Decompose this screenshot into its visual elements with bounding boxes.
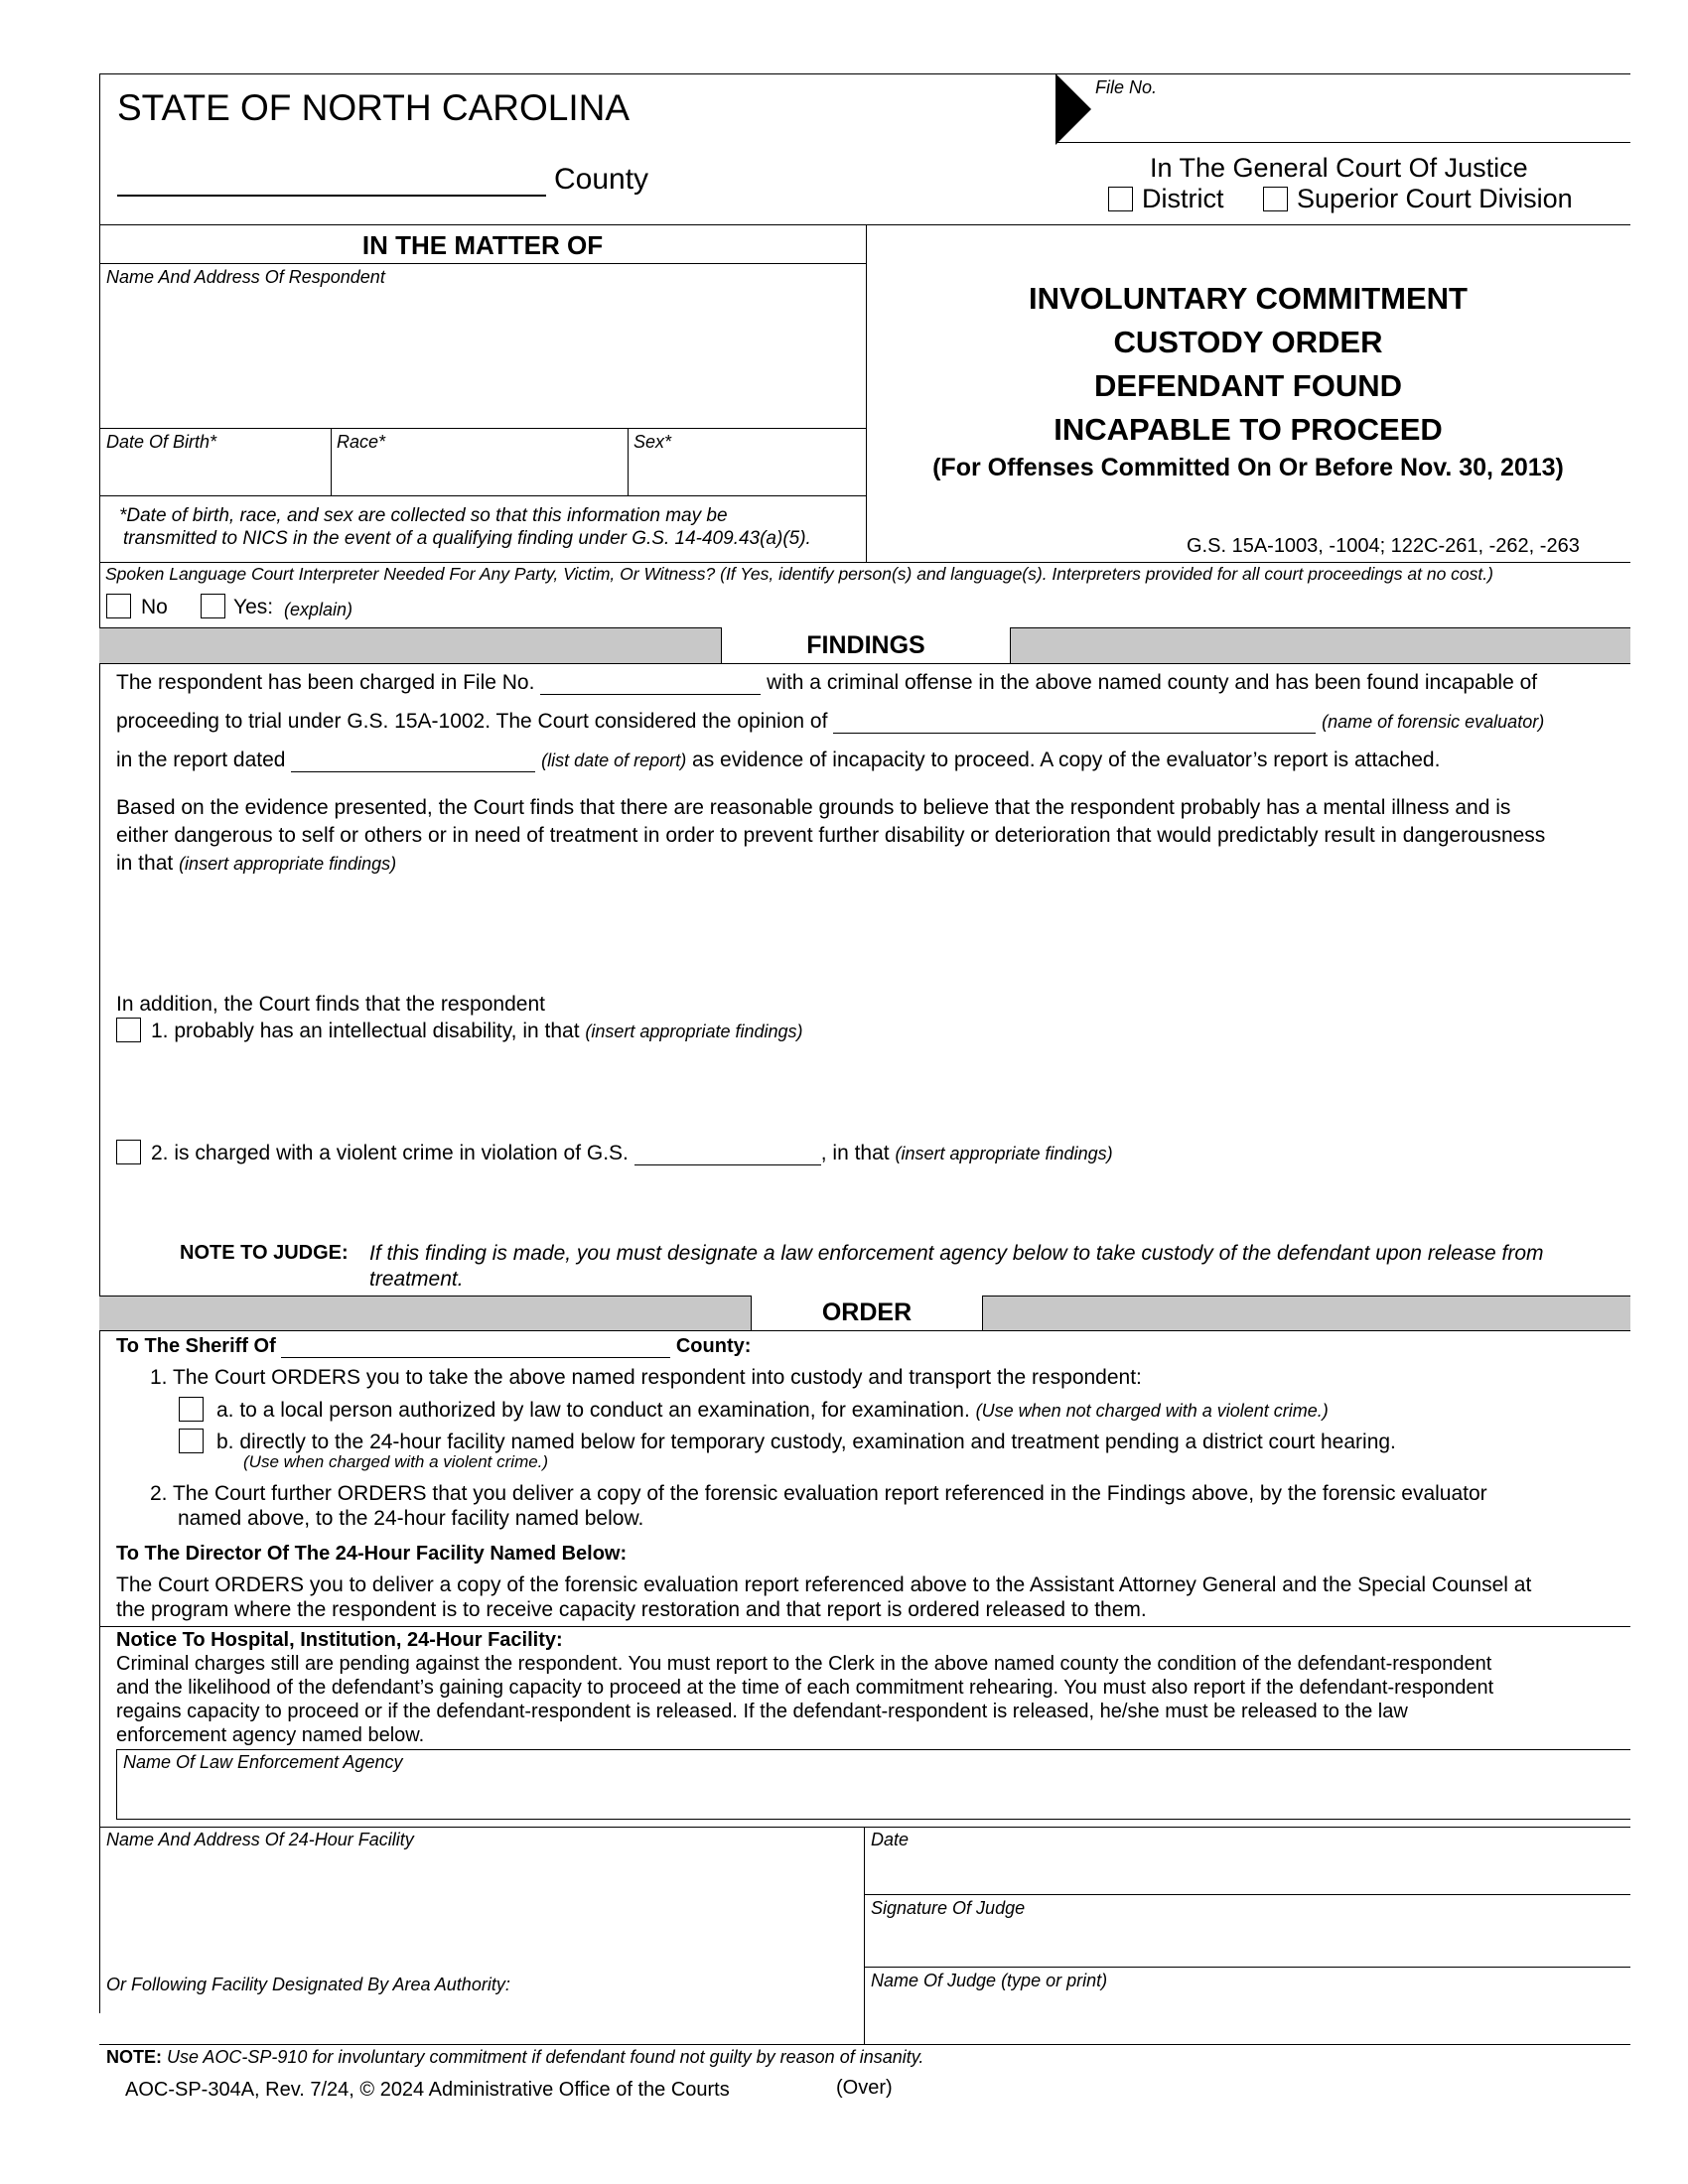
facility-label: Name And Address Of 24-Hour Facility	[106, 1830, 414, 1849]
note-to-judge-2: treatment.	[369, 1268, 464, 1291]
violent-crime-checkbox[interactable]	[116, 1140, 141, 1164]
order-option-b: b. directly to the 24-hour facility named below for temporary custody, examination and treatment pending a district court hearing.	[216, 1431, 1396, 1453]
findings-p4-1: Based on the evidence presented, the Court finds that there are reasonable grounds to believe that the respondent probably has a mental illness and is	[116, 796, 1511, 819]
notice-line-2: and the likelihood of the defendant’s gaining capacity to proceed at the time of each commitment rehearing. You must also report if the defendant-respondent	[116, 1677, 1494, 1699]
county-blank[interactable]	[117, 195, 546, 197]
interpreter-question: Spoken Language Court Interpreter Needed For Any Party, Victim, Or Witness? (If Yes, identify person(s) and language(s). Interpreters provided for all court proceedings at no cost.)	[105, 564, 1493, 584]
evaluator-hint: (name of forensic evaluator)	[1322, 712, 1545, 732]
interpreter-yes-label: Yes:	[233, 596, 274, 618]
order-option-a-checkbox[interactable]	[179, 1397, 204, 1422]
judge-name-field[interactable]	[868, 1993, 1627, 2041]
interpreter-yes-hint: (explain)	[284, 600, 353, 619]
director-line-1: The Court ORDERS you to deliver a copy of the forensic evaluation report referenced above to the Assistant Attorney General and the Special Counsel at	[116, 1573, 1532, 1596]
respondent-name-label: Name And Address Of Respondent	[106, 267, 385, 287]
findings-item-1-hint: (insert appropriate findings)	[585, 1022, 803, 1041]
race-field[interactable]	[335, 455, 625, 492]
findings-line-2	[116, 710, 1544, 734]
director-heading: To The Director Of The 24-Hour Facility Named Below:	[116, 1543, 628, 1565]
bottom-note-text: Use AOC-SP-910 for involuntary commitment if defendant found not guilty by reason of insanity.	[167, 2047, 924, 2067]
intellectual-disability-checkbox[interactable]	[116, 1018, 141, 1042]
sex-field[interactable]	[632, 455, 862, 492]
interpreter-yes-checkbox[interactable]	[201, 594, 225, 618]
sheriff-line	[116, 1335, 751, 1358]
statutes: G.S. 15A-1003, -1004; 122C-261, -262, -263	[1187, 535, 1580, 557]
form-id: AOC-SP-304A, Rev. 7/24, © 2024 Administrative Office of the Courts	[125, 2079, 730, 2101]
file-no-blank[interactable]	[540, 672, 761, 695]
order-item-1: 1. The Court ORDERS you to take the above named respondent into custody and transport the respondent:	[150, 1366, 1142, 1389]
mental-illness-findings-field[interactable]	[116, 882, 1625, 981]
sheriff-label: To The Sheriff Of	[116, 1335, 276, 1357]
findings-p3-a: in the report dated	[116, 749, 286, 771]
order-option-b-checkbox[interactable]	[179, 1429, 204, 1453]
state-name: STATE OF NORTH CAROLINA	[117, 87, 630, 128]
evaluator-blank[interactable]	[833, 711, 1316, 734]
bottom-note-label: NOTE:	[106, 2047, 162, 2067]
order-item-2-line-1: 2. The Court further ORDERS that you deliver a copy of the forensic evaluation report referenced in the Findings above, by the forensic evaluator	[150, 1482, 1487, 1505]
file-no-label: File No.	[1095, 77, 1158, 97]
agency-label: Name Of Law Enforcement Agency	[123, 1752, 403, 1772]
findings-p1-b: with a criminal offense in the above named county and has been found incapable of	[767, 671, 1538, 694]
findings-line-3	[116, 749, 1440, 772]
order-item-2-line-2: named above, to the 24-hour facility named below.	[178, 1507, 644, 1530]
superior-label: Superior Court Division	[1297, 184, 1573, 213]
form-title	[866, 277, 1630, 452]
bottom-note	[106, 2047, 923, 2068]
findings-paragraph-4	[116, 794, 1545, 878]
violent-crime-statute-blank[interactable]	[634, 1143, 821, 1165]
sex-label: Sex*	[633, 432, 672, 452]
order-option-b-hint: (Use when charged with a violent crime.)	[243, 1452, 549, 1471]
findings-line-1	[116, 671, 1537, 695]
findings-addition: In addition, the Court finds that the respondent	[116, 993, 545, 1016]
court-title: In The General Court Of Justice	[1150, 153, 1528, 183]
director-line-2: the program where the respondent is to receive capacity restoration and that report is ordered released to them.	[116, 1598, 1147, 1621]
notice-heading: Notice To Hospital, Institution, 24-Hour Facility:	[116, 1629, 563, 1651]
form-title-line-4: INCAPABLE TO PROCEED	[1054, 412, 1443, 447]
order-item-2	[150, 1481, 1487, 1531]
order-option-a-hint: (Use when not charged with a violent crime.)	[975, 1401, 1329, 1421]
findings-item-2-b: , in that	[820, 1142, 890, 1164]
note-to-judge-label: NOTE TO JUDGE:	[180, 1242, 349, 1264]
notice-line-4: enforcement agency named below.	[116, 1724, 425, 1746]
district-label: District	[1142, 184, 1224, 213]
note-to-judge-text	[369, 1241, 1544, 1293]
nics-footnote-1: *Date of birth, race, and sex are collected so that this information may be	[119, 505, 728, 526]
respondent-name-field[interactable]	[103, 293, 862, 424]
form-title-subtitle: (For Offenses Committed On Or Before Nov. 30, 2013)	[932, 454, 1564, 481]
matter-title: IN THE MATTER OF	[361, 230, 604, 260]
findings-item-2-line	[151, 1142, 1113, 1165]
signature-label: Signature Of Judge	[871, 1898, 1026, 1918]
file-no-field[interactable]	[1055, 142, 1630, 143]
findings-p1-a: The respondent has been charged in File No.	[116, 671, 535, 694]
findings-item-1: 1. probably has an intellectual disability, in that	[151, 1020, 580, 1042]
form-title-line-2: CUSTODY ORDER	[1113, 325, 1383, 359]
race-label: Race*	[337, 432, 386, 452]
law-enforcement-agency-field[interactable]	[120, 1777, 1627, 1817]
interpreter-no-checkbox[interactable]	[106, 594, 131, 618]
nics-footnote-2: transmitted to NICS in the event of a qualifying finding under G.S. 14-409.43(a)(5).	[123, 528, 811, 549]
dob-field[interactable]	[103, 455, 328, 492]
findings-title: FINDINGS	[721, 627, 1011, 663]
judge-name-label: Name Of Judge (type or print)	[871, 1971, 1108, 1990]
order-option-a-line	[216, 1399, 1329, 1423]
findings-item-1-line	[151, 1020, 803, 1043]
order-title: ORDER	[751, 1296, 983, 1330]
findings-item-2-a: 2. is charged with a violent crime in violation of G.S.	[151, 1142, 629, 1164]
form-title-line-3: DEFENDANT FOUND	[1094, 368, 1402, 403]
date-field[interactable]	[868, 1852, 1627, 1892]
sheriff-county-label: County:	[675, 1335, 752, 1357]
notice-line-3: regains capacity to proceed or if the defendant-respondent is released. If the defendant-respondent is released, he/she must be released to the law	[116, 1701, 1408, 1722]
findings-item-2-hint: (insert appropriate findings)	[895, 1144, 1113, 1163]
facility-field[interactable]	[103, 1854, 860, 1974]
findings-p2-a: proceeding to trial under G.S. 15A-1002. The Court considered the opinion of	[116, 710, 828, 733]
district-checkbox[interactable]	[1108, 187, 1133, 211]
judge-signature-field[interactable]	[868, 1921, 1627, 1965]
county-label: County	[554, 163, 649, 196]
order-option-a: a. to a local person authorized by law to conduct an examination, for examination.	[216, 1399, 970, 1422]
dob-label: Date Of Birth*	[106, 432, 217, 452]
interpreter-no-label: No	[141, 596, 168, 618]
date-label: Date	[871, 1830, 910, 1849]
findings-p4-3: in that	[116, 852, 174, 875]
superior-checkbox[interactable]	[1263, 187, 1288, 211]
form-title-line-1: INVOLUNTARY COMMITMENT	[1028, 281, 1468, 316]
notice-text	[116, 1652, 1493, 1747]
findings-p3-b: as evidence of incapacity to proceed. A copy of the evaluator’s report is attached.	[692, 749, 1441, 771]
intellectual-disability-findings-field[interactable]	[151, 1047, 1625, 1137]
file-no-arrow-icon	[1055, 73, 1093, 150]
report-date-hint: (list date of report)	[541, 751, 687, 770]
violent-crime-findings-field[interactable]	[151, 1169, 1625, 1237]
findings-p4-hint: (insert appropriate findings)	[179, 854, 397, 874]
findings-p4-2: either dangerous to self or others or in need of treatment in order to prevent further disability or deterioration that would predictably result in dangerousness	[116, 824, 1546, 847]
sheriff-county-blank[interactable]	[281, 1337, 670, 1358]
director-text	[116, 1572, 1531, 1622]
notice-line-1: Criminal charges still are pending against the respondent. You must report to the Clerk in the above named county the condition of the defendant-respondent	[116, 1653, 1492, 1675]
alt-facility-label: Or Following Facility Designated By Area Authority:	[106, 1975, 510, 1994]
note-to-judge-1: If this finding is made, you must designate a law enforcement agency below to take custody of the defendant upon release from	[369, 1242, 1544, 1265]
report-date-blank[interactable]	[291, 750, 535, 772]
over-label: (Over)	[836, 2077, 893, 2099]
alt-facility-field[interactable]	[103, 1997, 860, 2041]
